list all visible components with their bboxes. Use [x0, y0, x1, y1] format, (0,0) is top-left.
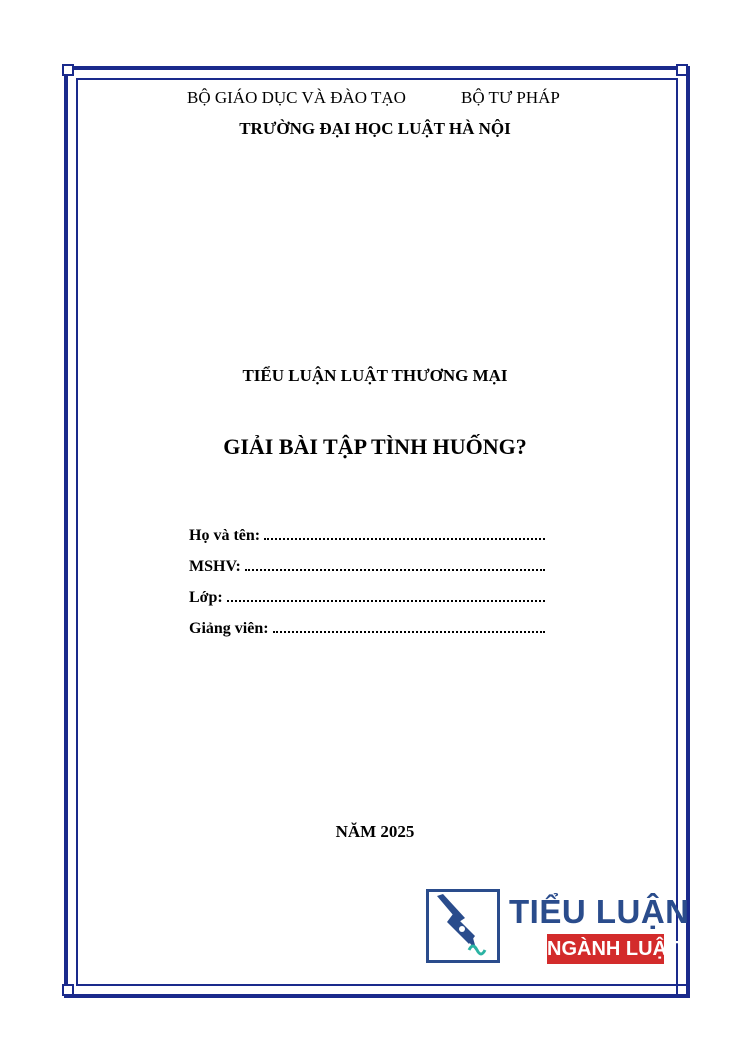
ministry-education: BỘ GIÁO DỤC VÀ ĐÀO TẠO	[187, 88, 406, 107]
essay-title: GIẢI BÀI TẬP TÌNH HUỐNG?	[223, 434, 527, 459]
name-label: Họ và tên:	[189, 527, 261, 544]
logo-text-secondary: NGÀNH LUẬT	[547, 934, 664, 964]
name-dotted-line	[264, 537, 545, 540]
student-id-label: MSHV:	[189, 558, 241, 575]
border-corner	[676, 64, 688, 76]
student-id-field	[189, 558, 545, 576]
ministry-justice: BỘ TƯ PHÁP	[461, 88, 560, 107]
fountain-pen-icon	[426, 889, 500, 963]
name-field	[189, 527, 545, 545]
border-corner	[62, 64, 74, 76]
lecturer-field	[189, 620, 545, 638]
student-id-dotted-line	[245, 568, 545, 571]
class-label: Lớp:	[189, 589, 223, 606]
logo-text-primary: TIỂU LUẬN	[509, 893, 690, 930]
year: NĂM 2025	[335, 822, 415, 841]
class-dotted-line	[227, 599, 545, 602]
university-name: TRƯỜNG ĐẠI HỌC LUẬT HÀ NỘI	[239, 119, 511, 138]
lecturer-dotted-line	[273, 630, 545, 633]
essay-subject: TIỂU LUẬN LUẬT THƯƠNG MẠI	[242, 366, 508, 385]
class-field	[189, 589, 545, 607]
border-corner	[62, 984, 74, 996]
border-corner	[676, 984, 688, 996]
lecturer-label: Giảng viên:	[189, 620, 269, 637]
